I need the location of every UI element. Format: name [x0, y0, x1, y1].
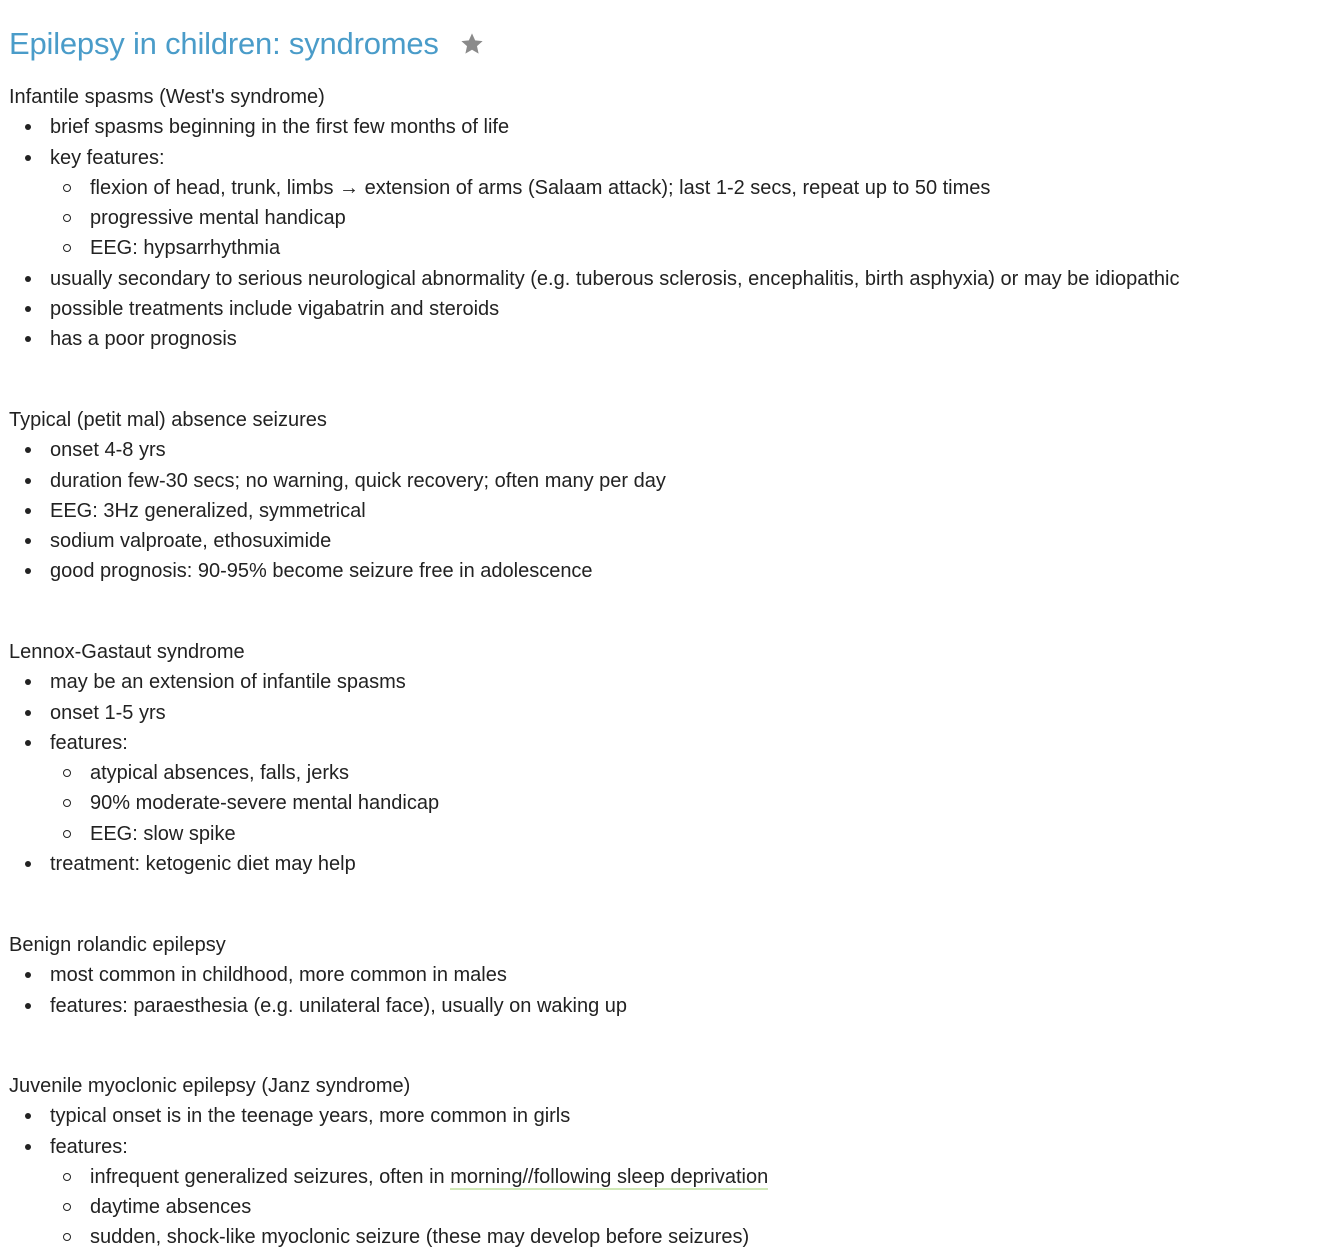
sub-list — [50, 173, 1329, 264]
sub-list-item: EEG: hypsarrhythmia — [50, 233, 1329, 263]
section-heading: Juvenile myoclonic epilepsy (Janz syndrome) — [9, 1075, 411, 1097]
bullet-list — [9, 1101, 1329, 1252]
page-title: Epilepsy in children: syndromes — [9, 26, 439, 61]
highlighted-text: morning//following sleep deprivation — [450, 1165, 769, 1188]
list-item — [9, 728, 1329, 849]
list-item-text: features: — [50, 1135, 128, 1158]
list-item: typical onset is in the teenage years, more common in girls — [9, 1101, 1329, 1131]
list-item-text: features: — [50, 731, 128, 754]
section-juvenile-myoclonic — [9, 1071, 1329, 1253]
section-absence-seizures — [9, 405, 1329, 587]
list-item: treatment: ketogenic diet may help — [9, 849, 1329, 879]
list-item: onset 1-5 yrs — [9, 698, 1329, 728]
sub-list-item — [50, 1162, 1329, 1192]
sub-list-item: daytime absences — [50, 1192, 1329, 1222]
section-infantile-spasms — [9, 82, 1329, 355]
list-item: sodium valproate, ethosuximide — [9, 526, 1329, 556]
sub-list-item: flexion of head, trunk, limbs → extension of arms (Salaam attack); last 1-2 secs, repeat up to 50 times — [50, 173, 1329, 203]
sub-list-item: sudden, shock-like myoclonic seizure (these may develop before seizures) — [50, 1222, 1329, 1252]
section-lennox-gastaut — [9, 637, 1329, 879]
section-heading: Infantile spasms (West's syndrome) — [9, 86, 325, 108]
sub-list-item: progressive mental handicap — [50, 203, 1329, 233]
list-item: may be an extension of infantile spasms — [9, 667, 1329, 697]
section-heading: Lennox-Gastaut syndrome — [9, 641, 245, 663]
section-heading: Benign rolandic epilepsy — [9, 934, 226, 956]
sub-list-item-text: infrequent generalized seizures, often in — [90, 1165, 451, 1188]
title-row — [9, 22, 485, 66]
list-item: possible treatments include vigabatrin and steroids — [9, 294, 1329, 324]
sub-list-item: atypical absences, falls, jerks — [50, 758, 1329, 788]
list-item: duration few-30 secs; no warning, quick recovery; often many per day — [9, 466, 1329, 496]
bullet-list — [9, 435, 1329, 586]
list-item: usually secondary to serious neurological abnormality (e.g. tuberous sclerosis, encephalitis, birth asphyxia) or may be idiopathic — [9, 264, 1329, 294]
sub-list-item: 90% moderate-severe mental handicap — [50, 788, 1329, 818]
list-item: EEG: 3Hz generalized, symmetrical — [9, 496, 1329, 526]
list-item: onset 4-8 yrs — [9, 435, 1329, 465]
list-item-text: key features: — [50, 146, 165, 169]
bullet-list — [9, 960, 1329, 1021]
section-heading: Typical (petit mal) absence seizures — [9, 409, 327, 431]
list-item: brief spasms beginning in the first few months of life — [9, 112, 1329, 142]
sub-list — [50, 1162, 1329, 1253]
section-benign-rolandic — [9, 930, 1329, 1021]
bullet-list — [9, 112, 1329, 354]
sub-list — [50, 758, 1329, 849]
list-item: has a poor prognosis — [9, 324, 1329, 354]
bullet-list — [9, 667, 1329, 879]
list-item — [9, 143, 1329, 264]
list-item — [9, 1132, 1329, 1253]
list-item: features: paraesthesia (e.g. unilateral face), usually on waking up — [9, 991, 1329, 1021]
star-icon[interactable] — [459, 31, 485, 57]
list-item: most common in childhood, more common in males — [9, 960, 1329, 990]
sub-list-item: EEG: slow spike — [50, 819, 1329, 849]
list-item: good prognosis: 90-95% become seizure free in adolescence — [9, 556, 1329, 586]
